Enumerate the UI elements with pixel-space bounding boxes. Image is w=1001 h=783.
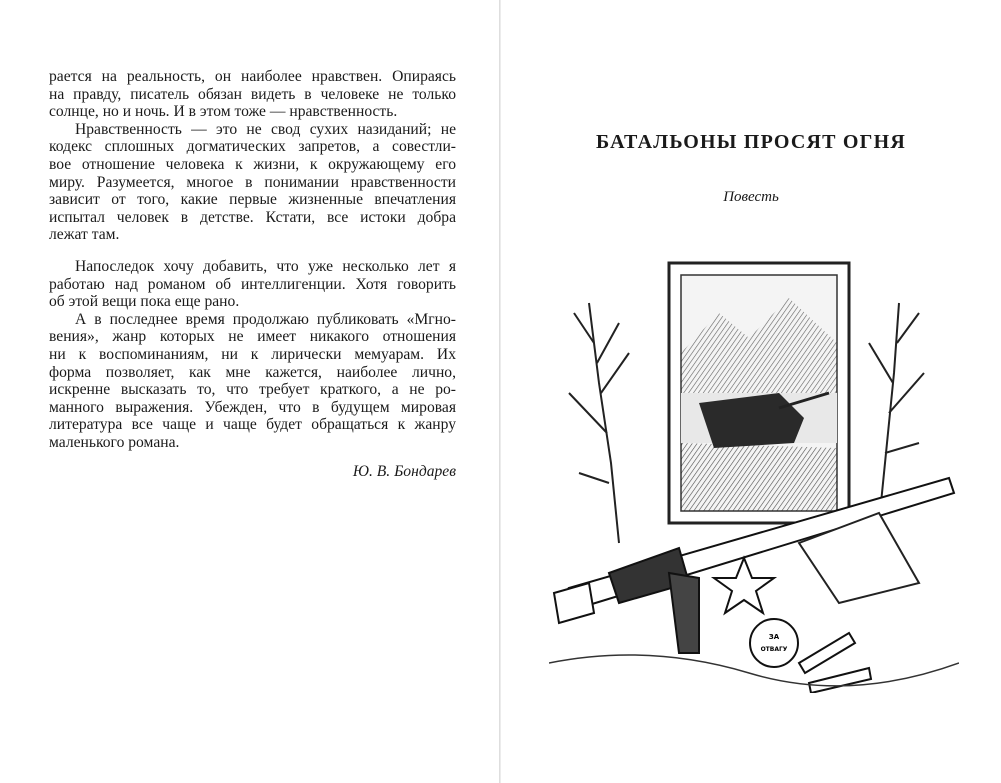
text-line: искренне высказать то, что требует краткого, а не ро- bbox=[49, 381, 456, 399]
red-star-order bbox=[714, 558, 774, 613]
text-line: ни к воспоминаниям, ни к лирически мемуарам. Их bbox=[49, 345, 456, 363]
text-line: зависит от того, какие первые жизненные впечатления bbox=[49, 191, 456, 209]
text-line: лежат там. bbox=[49, 226, 120, 244]
text-line: форма позволяет, как мне кажется, наиболее лично, bbox=[49, 363, 456, 381]
text-line: вое отношение человека к жизни, к окружающему его bbox=[49, 155, 456, 173]
war-illustration bbox=[549, 243, 959, 693]
story-title: БАТАЛЬОНЫ ПРОСЯТ ОГНЯ bbox=[596, 131, 906, 153]
author-signature: Ю. В. Бондарев bbox=[352, 463, 456, 481]
text-line: манного выражения. Убежден, что в будущем мировая bbox=[49, 398, 456, 416]
text-line: А в последнее время продолжаю публиковать «Мгно- bbox=[75, 310, 456, 328]
text-line: Напоследок хочу добавить, что уже несколько лет я bbox=[75, 257, 456, 275]
paragraph-gap bbox=[49, 244, 456, 258]
text-line: миру. Разумеется, многое в понимании нравственности bbox=[49, 173, 456, 191]
text-line: на правду, писатель обязан видеть в человеке не только bbox=[49, 85, 456, 103]
text-line: испытал человек в детстве. Кстати, все истоки добра bbox=[49, 208, 456, 226]
text-line: литература все чаще и чаще будет обращаться к жанру bbox=[49, 416, 456, 434]
story-genre: Повесть bbox=[723, 189, 779, 205]
medal-za-otvagu bbox=[750, 619, 798, 667]
text-line: кодекс сплошных догматических запретов, а совестли- bbox=[49, 138, 456, 156]
text-line: маленького романа. bbox=[49, 433, 180, 451]
framed-picture bbox=[669, 263, 849, 523]
text-line: работаю над романом об интеллигенции. Хотя говорить bbox=[49, 275, 456, 293]
text-line: Нравственность — это не свод сухих назиданий; не bbox=[75, 120, 456, 138]
right-page bbox=[501, 0, 1001, 783]
body-text bbox=[49, 68, 456, 481]
left-page bbox=[0, 0, 500, 783]
text-line: рается на реальность, он наиболее нравствен. Опираясь bbox=[49, 68, 456, 85]
text-line: солнце, но и ночь. И в этом тоже — нравственность. bbox=[49, 103, 398, 121]
ground-shading bbox=[549, 655, 959, 686]
text-line: вения», жанр которых не имеет никакого отношения bbox=[49, 328, 456, 346]
text-line: об этой вещи пока еще рано. bbox=[49, 293, 240, 311]
svg-text:ОТВАГУ: ОТВАГУ bbox=[760, 646, 788, 653]
svg-text:ЗА: ЗА bbox=[768, 633, 780, 641]
bare-tree-left bbox=[569, 303, 629, 543]
